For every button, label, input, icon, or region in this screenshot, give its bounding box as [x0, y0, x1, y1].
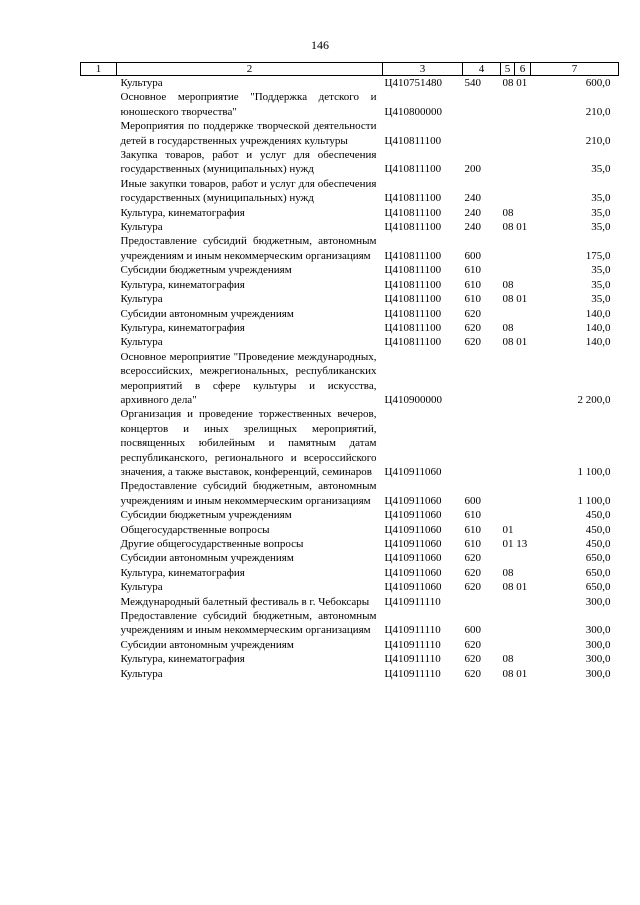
- row-amount: 35,0: [591, 221, 611, 234]
- row-expense-group: 200: [464, 163, 481, 176]
- row-section: 08 01: [502, 581, 528, 594]
- row-number-cell: [81, 307, 117, 321]
- row-expense-group: 610: [464, 538, 481, 550]
- row-name: Мероприятия по поддержке творческой деятельности детей в государственных учреждениях культуры: [120, 120, 377, 147]
- row-section: 08: [502, 566, 514, 579]
- row-number-cell: [81, 566, 117, 580]
- row-name: Культура, кинематография: [120, 206, 245, 219]
- row-code: Ц410911060: [384, 566, 442, 579]
- row-expense-group: 540: [464, 77, 481, 89]
- row-amount: 450,0: [585, 538, 611, 550]
- table-row: [81, 90, 619, 119]
- row-code: Ц410811100: [384, 221, 442, 234]
- row-name: Субсидии бюджетным учреждениям: [120, 509, 292, 522]
- table-row: [81, 234, 619, 263]
- table-row: [81, 652, 619, 666]
- row-number-cell: [81, 90, 117, 119]
- row-section: 08 01: [502, 667, 528, 680]
- row-section: [501, 638, 531, 652]
- row-name: Культура: [120, 336, 163, 349]
- row-number-cell: [81, 220, 117, 234]
- row-number-cell: [81, 177, 117, 206]
- row-number-cell: [81, 119, 117, 148]
- row-section: [501, 234, 531, 263]
- row-number-cell: [81, 609, 117, 638]
- table-row: [81, 638, 619, 652]
- table-row: [81, 119, 619, 148]
- row-amount: 140,0: [585, 321, 611, 334]
- row-section: [501, 407, 531, 479]
- row-expense-group: [463, 350, 501, 408]
- row-number-cell: [81, 652, 117, 666]
- table-row: [81, 263, 619, 277]
- row-number-cell: [81, 292, 117, 306]
- row-expense-group: 620: [464, 336, 481, 349]
- row-name: Культура: [120, 293, 163, 306]
- row-amount: 450,0: [585, 523, 611, 536]
- row-section: [501, 350, 531, 408]
- row-number-cell: [81, 580, 117, 594]
- row-expense-group: 620: [464, 667, 481, 680]
- table-row: [81, 220, 619, 234]
- row-code: Ц410811100: [384, 336, 442, 349]
- row-expense-group: 610: [464, 278, 481, 291]
- row-code: Ц410911060: [384, 465, 442, 478]
- table-row: [81, 148, 619, 177]
- row-number-cell: [81, 479, 117, 508]
- row-expense-group: 620: [464, 653, 481, 666]
- row-number-cell: [81, 76, 117, 91]
- row-expense-group: 240: [464, 221, 481, 234]
- row-expense-group: 240: [464, 206, 481, 219]
- row-name: Другие общегосударственные вопросы: [120, 538, 304, 550]
- row-number-cell: [81, 234, 117, 263]
- row-amount: 35,0: [591, 163, 611, 176]
- row-name: Международный балетный фестиваль в г. Чебоксары: [120, 595, 370, 608]
- row-section: [501, 551, 531, 565]
- row-name: Субсидии автономным учреждениям: [120, 552, 294, 565]
- row-expense-group: 600: [464, 249, 481, 262]
- row-amount: 300,0: [585, 653, 611, 666]
- row-code: Ц410900000: [384, 393, 442, 406]
- row-name: Субсидии автономным учреждениям: [120, 307, 294, 320]
- row-expense-group: 620: [464, 552, 481, 565]
- table-row: [81, 508, 619, 522]
- row-name: Культура: [120, 581, 163, 594]
- row-name: Предоставление субсидий бюджетным, автономным учреждениям и иным некоммерческим организациям: [120, 480, 377, 507]
- row-code: Ц410800000: [384, 105, 442, 118]
- row-name: Основное мероприятие "Поддержка детского и юношеского творчества": [120, 91, 377, 118]
- row-number-cell: [81, 523, 117, 537]
- row-expense-group: 610: [464, 293, 481, 306]
- row-number-cell: [81, 537, 117, 551]
- row-section: [501, 263, 531, 277]
- table-row: [81, 335, 619, 349]
- row-amount: 35,0: [591, 206, 611, 219]
- budget-table: [80, 62, 619, 681]
- row-code: Ц410751480: [384, 77, 442, 89]
- row-amount: 1 100,0: [577, 494, 611, 507]
- table-row: [81, 609, 619, 638]
- row-name: Основное мероприятие "Проведение международных, всероссийских, межрегиональных, республиканских мероприятий в сфере культуры и искусства, архивного дела": [120, 350, 377, 406]
- row-code: Ц410811100: [384, 278, 442, 291]
- table-row: [81, 177, 619, 206]
- row-expense-group: [463, 595, 501, 609]
- row-section: [501, 595, 531, 609]
- row-name: Закупка товаров, работ и услуг для обеспечения государственных (муниципальных) нужд: [120, 149, 377, 176]
- row-amount: 300,0: [585, 624, 611, 637]
- table-row: [81, 537, 619, 551]
- row-expense-group: 240: [464, 192, 481, 205]
- row-amount: 2 200,0: [577, 393, 611, 406]
- row-number-cell: [81, 508, 117, 522]
- row-name: Культура: [120, 221, 163, 234]
- row-code: Ц410811100: [384, 321, 442, 334]
- row-number-cell: [81, 206, 117, 220]
- row-section: [501, 479, 531, 508]
- row-expense-group: [463, 407, 501, 479]
- table-row: [81, 551, 619, 565]
- row-code: Ц410811100: [384, 134, 442, 147]
- row-code: Ц410911060: [384, 509, 442, 522]
- table-row: [81, 523, 619, 537]
- row-code: Ц410811100: [384, 206, 442, 219]
- row-code: Ц410911110: [384, 595, 441, 608]
- table-row: [81, 407, 619, 479]
- row-expense-group: 600: [464, 494, 481, 507]
- header-row: [81, 63, 619, 76]
- row-number-cell: [81, 263, 117, 277]
- row-code: Ц410811100: [384, 293, 442, 306]
- row-expense-group: 620: [464, 581, 481, 594]
- row-name: Культура, кинематография: [120, 321, 245, 334]
- table-row: [81, 350, 619, 408]
- row-expense-group: 600: [464, 624, 481, 637]
- row-code: Ц410911110: [384, 653, 441, 666]
- table-row: [81, 580, 619, 594]
- table-body: [81, 76, 619, 682]
- row-number-cell: [81, 595, 117, 609]
- row-amount: 300,0: [585, 595, 611, 608]
- header-col-5: 5: [501, 63, 515, 76]
- row-code: Ц410911060: [384, 552, 442, 565]
- row-amount: 300,0: [585, 638, 611, 651]
- row-name: Предоставление субсидий бюджетным, автономным учреждениям и иным некоммерческим организациям: [120, 610, 377, 637]
- table-row: [81, 76, 619, 91]
- row-section: 08 01: [502, 77, 528, 89]
- row-code: Ц410911060: [384, 538, 442, 550]
- row-section: [501, 508, 531, 522]
- row-code: Ц410911060: [384, 523, 442, 536]
- row-expense-group: 620: [464, 307, 481, 320]
- row-section: 08: [502, 321, 514, 334]
- row-name: Культура, кинематография: [120, 566, 245, 579]
- table-row: [81, 206, 619, 220]
- row-name: Общегосударственные вопросы: [120, 523, 270, 536]
- row-amount: 600,0: [585, 77, 611, 89]
- row-section: 01 13: [502, 538, 528, 550]
- row-amount: 140,0: [585, 307, 611, 320]
- row-expense-group: [463, 119, 501, 148]
- table-row: [81, 479, 619, 508]
- row-number-cell: [81, 667, 117, 681]
- row-number-cell: [81, 407, 117, 479]
- header-col-1: 1: [81, 63, 117, 76]
- row-expense-group: 620: [464, 638, 481, 651]
- row-amount: 35,0: [591, 293, 611, 306]
- row-code: Ц410911060: [384, 494, 442, 507]
- row-amount: 175,0: [585, 249, 611, 262]
- row-amount: 650,0: [585, 552, 611, 565]
- row-section: 08: [502, 206, 514, 219]
- row-expense-group: 620: [464, 321, 481, 334]
- row-expense-group: [463, 90, 501, 119]
- row-code: Ц410911110: [384, 667, 441, 680]
- page-number: 146: [311, 38, 329, 52]
- row-amount: 35,0: [591, 264, 611, 277]
- row-number-cell: [81, 321, 117, 335]
- row-name: Культура: [120, 77, 163, 89]
- header-col-6: 6: [515, 63, 531, 76]
- row-number-cell: [81, 278, 117, 292]
- row-section: 08: [502, 278, 514, 291]
- header-col-2: 2: [117, 63, 383, 76]
- row-expense-group: 610: [464, 509, 481, 522]
- row-amount: 650,0: [585, 581, 611, 594]
- table-header: [81, 63, 619, 76]
- row-section: 08 01: [502, 221, 528, 234]
- row-amount: 35,0: [591, 192, 611, 205]
- row-section: [501, 148, 531, 177]
- row-code: Ц410811100: [384, 264, 442, 277]
- row-code: Ц410911110: [384, 624, 441, 637]
- row-code: Ц410811100: [384, 249, 442, 262]
- row-number-cell: [81, 551, 117, 565]
- row-amount: 300,0: [585, 667, 611, 680]
- row-amount: 140,0: [585, 336, 611, 349]
- row-section: 08 01: [502, 293, 528, 306]
- row-code: Ц410811100: [384, 192, 442, 205]
- row-code: Ц410911060: [384, 581, 442, 594]
- row-name: Субсидии бюджетным учреждениям: [120, 264, 292, 277]
- row-section: [501, 177, 531, 206]
- table-row: [81, 566, 619, 580]
- row-section: 08: [502, 653, 514, 666]
- row-name: Иные закупки товаров, работ и услуг для обеспечения государственных (муниципальных) нужд: [120, 177, 377, 205]
- row-name: Культура: [120, 667, 163, 680]
- row-expense-group: 610: [464, 264, 481, 277]
- row-amount: 210,0: [585, 105, 611, 118]
- row-name: Предоставление субсидий бюджетным, автономным учреждениям и иным некоммерческим организациям: [120, 235, 377, 262]
- row-amount: 35,0: [591, 278, 611, 291]
- table-row: [81, 595, 619, 609]
- table-row: [81, 321, 619, 335]
- row-code: Ц410811100: [384, 307, 442, 320]
- row-number-cell: [81, 335, 117, 349]
- row-amount: 650,0: [585, 566, 611, 579]
- row-section: [501, 119, 531, 148]
- row-name: Культура, кинематография: [120, 653, 245, 666]
- row-amount: 450,0: [585, 509, 611, 522]
- row-name: Организация и проведение торжественных вечеров, концертов и иных зрелищных мероприятий, посвященных юбилейным и памятным датам республиканского, регионального и всероссийского значения, а также выставок, конференций, семинаров: [120, 408, 377, 478]
- row-name: Культура, кинематография: [120, 278, 245, 291]
- row-expense-group: 610: [464, 523, 481, 536]
- row-number-cell: [81, 148, 117, 177]
- row-section: 08 01: [502, 336, 528, 349]
- row-number-cell: [81, 638, 117, 652]
- row-name: Субсидии автономным учреждениям: [120, 638, 294, 651]
- table-row: [81, 307, 619, 321]
- row-section: [501, 90, 531, 119]
- header-col-4: 4: [463, 63, 501, 76]
- row-section: 01: [502, 523, 514, 536]
- header-col-3: 3: [383, 63, 463, 76]
- row-section: [501, 307, 531, 321]
- table-row: [81, 667, 619, 681]
- header-col-7: 7: [531, 63, 619, 76]
- row-amount: 1 100,0: [577, 465, 611, 478]
- row-section: [501, 609, 531, 638]
- table-row: [81, 292, 619, 306]
- row-expense-group: 620: [464, 566, 481, 579]
- row-amount: 210,0: [585, 134, 611, 147]
- row-code: Ц410911110: [384, 638, 441, 651]
- row-number-cell: [81, 350, 117, 408]
- row-code: Ц410811100: [384, 163, 442, 176]
- table-row: [81, 278, 619, 292]
